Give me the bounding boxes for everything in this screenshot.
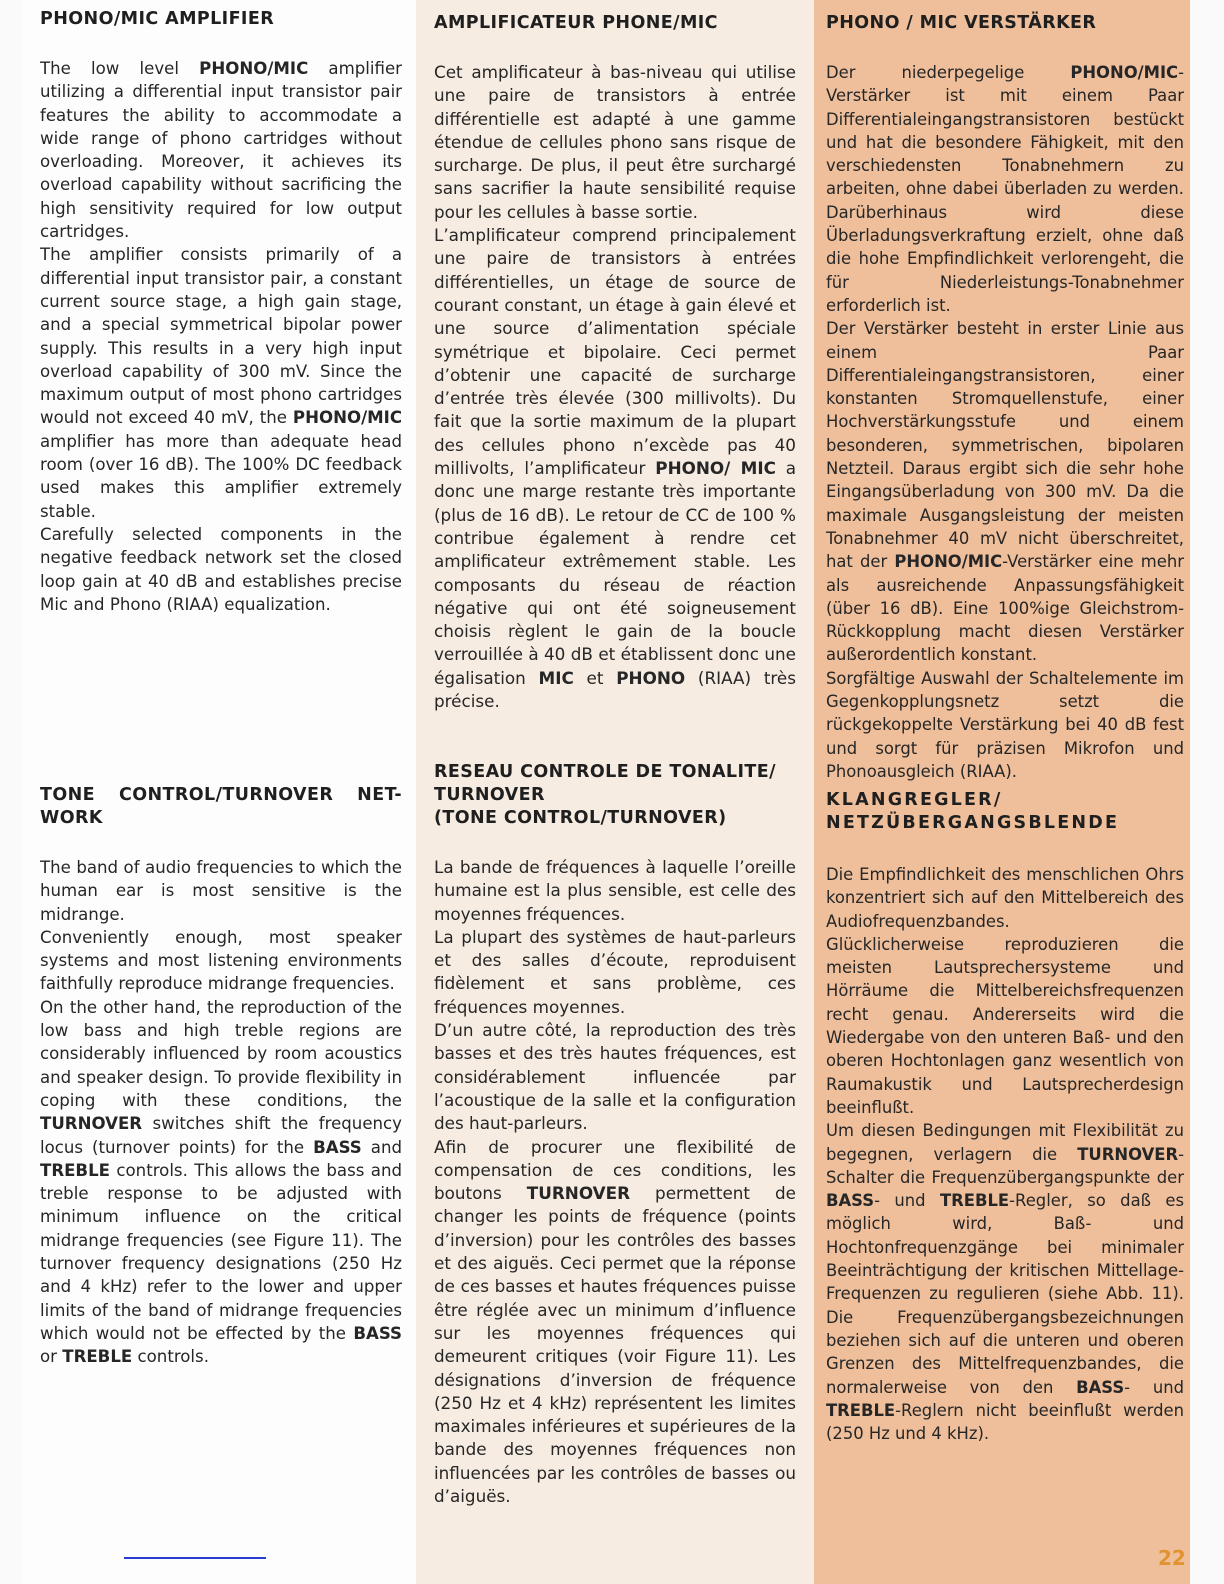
french-heading-phono: AMPLIFICATEUR PHONE/MIC: [434, 13, 718, 33]
bold-term: TREBLE: [940, 1191, 1010, 1211]
paragraph: The amplifier consists primarily of a differential input transistor pair, a constant current source stage, a high gain stage, and a special symmetrical bipolar power supply. This results in a very high input overload capability of 300 mV. Since the maximum output of most phono cartridges would not exceed 40 mV, the PHONO/MIC amplifier has more than adequate head room (over 16 dB). The 100% DC feedback used makes this amplifier extremely stable.: [40, 245, 402, 521]
paragraph: La plupart des systèmes de haut-parleurs et des salles d’écoute, reproduisent fidèlement et sans problème, ces fréquences moyennes.: [434, 926, 796, 1017]
german-column: [814, 0, 1190, 1584]
german-heading-tone-line1: KLANGREGLER/: [826, 790, 1003, 810]
french-heading-tone-line2: TURNOVER: [434, 785, 545, 805]
french-section-phono: [434, 12, 796, 713]
paragraph: Cet amplificateur à bas-niveau qui utilise une paire de transistors à entrée différentielle est adapté à une gamme étendue de cellules phono sans risque de surcharge. De plus, il peut être surchargé sans sacrifier la haute sensibilité requise pour les cellules à basse sortie.: [434, 62, 796, 222]
bold-term: TURNOVER: [1077, 1144, 1179, 1164]
bold-term: PHONO/MIC: [292, 408, 402, 428]
paragraph: Glücklicherweise reproduzieren die meisten Lautsprechersysteme und Hörräume die Mittelbereichsfrequenzen recht genau. Andererseits wird die Wiedergabe von den unteren Baß- und den oberen Hochtonlagen ganz wesentlich von Raumakustik und Lautsprecherdesign beeinflußt.: [826, 934, 1184, 1117]
french-body-tone: [434, 856, 796, 1508]
german-section-tone: [826, 789, 1184, 1445]
left-margin: [0, 0, 22, 1584]
english-body-phono: [40, 57, 402, 616]
bold-term: BASS: [313, 1137, 362, 1157]
bold-term: PHONO: [616, 667, 686, 688]
bold-term: TREBLE: [62, 1347, 133, 1367]
german-body-phono: [826, 61, 1184, 783]
page-number: 22: [1158, 1546, 1186, 1570]
paragraph: Der niederpegelige PHONO/MIC-Verstärker ist mit einem Paar Differentialeingangstransistoren bestückt und hat die besondere Fähigkeit, mit den verschiedensten Tonabnehmern zu arbeiten, ohne dabei überladen zu werden. Darüberhinaus wird diese Überladungsverkraftung erzielt, ohne daß die hohe Empfindlichkeit verlorengeht, die für Niederleistungs-Tonabnehmer erforderlich ist.: [826, 63, 1184, 315]
french-heading-tone-line1: RESEAU CONTROLE DE TONALITE/: [434, 762, 776, 782]
right-margin: [1190, 0, 1224, 1584]
french-body-phono: [434, 61, 796, 713]
paragraph: On the other hand, the reproduction of the low bass and high treble regions are considerably influenced by room acoustics and speaker design. To provide flexibility in coping with these conditions, the TURNOVER switches shift the frequency locus (turnover points) for the BASS and TREBLE controls. This allows the bass and treble response to be adjusted with minimum influence on the critical midrange frequencies (see Figure 11). The turnover frequency designations (250 Hz and 4 kHz) refer to the lower and upper limits of the band of midrange frequencies which would not be effected by the BASS or TREBLE controls.: [40, 997, 402, 1367]
paragraph: L’amplificateur comprend principalement une paire de transistors à entrées différentielles, un étage de source de courant constant, un étage à gain élevé et une source d’alimentation spéciale symétrique et bipolaire. Ceci permet d’obtenir une capacité de surcharge d’entrée très élevée (300 millivolts). Du fait que la sortie maximum de la plupart des cellules phono n’excède pas 40 millivolts, l’amplificateur PHONO/ MIC a donc une marge restante très importante (plus de 16 dB). Le retour de CC de 100 % contribue également à rendre cet amplificateur extrêmement stable. Les composants du réseau de réaction négative qui ont été soigneusement choisis règlent le gain de la boucle verrouillée à 40 dB et établissent donc une égalisation MIC et PHONO (RIAA) très précise.: [434, 225, 797, 712]
footnote-rule: [124, 1557, 266, 1559]
paragraph: D’un autre côté, la reproduction des très basses et des très hautes fréquences, est considérablement influencée par l’acoustique de la salle et la configuration des haut-parleurs.: [434, 1020, 796, 1134]
german-heading-tone-line2: NETZÜBERGANGSBLENDE: [826, 813, 1120, 833]
paragraph: La bande de fréquences à laquelle l’oreille humaine est la plus sensible, est celle des moyennes fréquences.: [434, 857, 796, 924]
german-body-tone: [826, 863, 1184, 1445]
english-column: [22, 0, 416, 1584]
paragraph: Sorgfältige Auswahl der Schaltelemente im Gegenkopplungsnetz setzt die rückgekoppelte Verstärkung bei 40 dB fest und sorgt für präzisen Mikrofon und Phonoausgleich (RIAA).: [826, 668, 1184, 781]
french-column: [416, 0, 814, 1584]
paragraph: Um diesen Bedingungen mit Flexibilität zu begegnen, verlagern die TURNOVER-Schalter die Frequenzübergangspunkte der BASS- und TREBLE-Regler, so daß es möglich wird, Baß- und Hochtonfrequenzgänge bei minimaler Beeinträchtigung der kritischen Mittellage-Frequenzen zu regulieren (siehe Abb. 11). Die Frequenzübergangsbezeichnungen beziehen sich auf die unteren und oberen Grenzen des Mittelfrequenzbandes, die normalerweise von den BASS- und TREBLE-Reglern nicht beeinflußt werden (250 Hz und 4 kHz).: [826, 1121, 1184, 1444]
bold-term: BASS: [353, 1323, 402, 1343]
bold-term: BASS: [826, 1191, 875, 1211]
bold-term: BASS: [1076, 1377, 1125, 1397]
bold-term: TURNOVER: [40, 1114, 143, 1134]
german-section-phono: [826, 12, 1184, 783]
paragraph: Afin de procurer une flexibilité de compensation de ces conditions, les boutons TURNOVER permettent de changer les points de fréquence (points d’inversion) pour les contrôles des basses et des aiguës. Ceci permet que la réponse de ces basses et hautes fréquences puisse être réglée avec un minimum d’influence sur les moyennes fréquences qui demeurent critiques (voir Figure 11). Les désignations d’inversion de fréquence (250 Hz et 4 kHz) représentent les limites maximales inférieures et supérieures de la bande des moyennes fréquences non influencées par les contrôles de basses ou d’aiguës.: [434, 1136, 796, 1507]
paragraph: The band of audio frequencies to which the human ear is most sensitive is the midrange.: [40, 858, 402, 924]
bold-term: PHONO/MIC: [199, 59, 309, 78]
bold-term: PHONO/MIC: [1070, 63, 1179, 82]
english-section-phono: [40, 8, 402, 616]
paragraph: Carefully selected components in the negative feedback network set the closed loop gain at 40 dB and establishes precise Mic and Phono (RIAA) equalization.: [40, 524, 402, 614]
bold-term: TREBLE: [40, 1160, 110, 1180]
bold-term: MIC: [538, 667, 574, 688]
german-heading-phono: PHONO / MIC VERSTÄRKER: [826, 13, 1097, 33]
english-body-tone: [40, 856, 402, 1369]
paragraph: Conveniently enough, most speaker systems and most listening environments faithfully reproduce midrange frequencies.: [40, 927, 402, 994]
bold-term: PHONO/MIC: [894, 552, 1003, 572]
bold-term: TURNOVER: [526, 1183, 631, 1204]
bold-term: TREBLE: [826, 1400, 896, 1420]
paragraph: Die Empfindlichkeit des menschlichen Ohrs konzentriert sich auf den Mittelbereich des Audiofrequenzbandes.: [826, 865, 1184, 931]
french-section-tone: [434, 761, 796, 1508]
paragraph: Der Verstärker besteht in erster Linie aus einem Paar Differentialeingangstransistoren, einer konstanten Stromquellenstufe, einer Hochverstärkungsstufe und einem besonderen, symmetrischen, bipolaren Netzteil. Daraus ergibt sich die sehr hohe Eingangsüberladung von 300 mV. Da die maximale Ausgangsleistung der meisten Tonabnehmer 40 mV nicht überschreitet, hat der PHONO/MIC-Verstärker eine mehr als ausreichende Anpassungsfähigkeit (über 16 dB). Eine 100%ige Gleichstrom-Rückkopplung macht diesen Verstärker außerordentlich konstant.: [826, 319, 1184, 665]
bold-term: PHONO/ MIC: [655, 458, 776, 479]
english-section-tone: [40, 784, 402, 1369]
english-heading-tone: TONE CONTROL/TURNOVER NET-WORK: [40, 785, 402, 828]
paragraph: The low level PHONO/MIC amplifier utilizing a differential input transistor pair features the ability to accommodate a wide range of phono cartridges without overloading. Moreover, it achieves its overload capability without sacrificing the high sensitivity required for low output cartridges.: [40, 59, 402, 242]
french-heading-tone-line3: (TONE CONTROL/TURNOVER): [434, 808, 727, 828]
english-heading-phono: PHONO/MIC AMPLIFIER: [40, 9, 275, 29]
